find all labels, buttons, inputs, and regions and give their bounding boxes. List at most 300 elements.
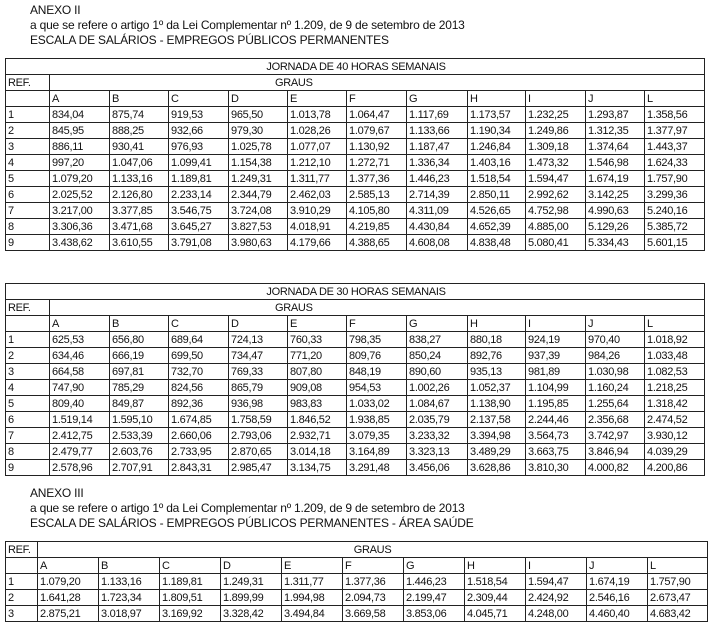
salary-cell: 732,70 xyxy=(169,364,229,380)
salary-cell: 5.240,16 xyxy=(645,203,705,219)
table-row xyxy=(6,235,705,251)
grade-header: C xyxy=(160,558,221,574)
ref-cell: 8 xyxy=(6,444,50,460)
salary-cell: 970,40 xyxy=(586,332,645,348)
ref-cell: 9 xyxy=(6,235,50,251)
salary-cell: 2.199,47 xyxy=(404,590,465,606)
grade-header: E xyxy=(282,558,343,574)
grade-header: C xyxy=(169,91,229,107)
salary-cell: 4.179,66 xyxy=(288,235,347,251)
grade-header: L xyxy=(645,91,705,107)
ref-cell: 3 xyxy=(6,606,38,622)
salary-cell: 892,76 xyxy=(468,348,526,364)
salary-cell: 1.757,90 xyxy=(648,574,708,590)
salary-cell: 5.129,26 xyxy=(586,219,645,235)
salary-cell: 4.460,40 xyxy=(587,606,648,622)
grade-header: B xyxy=(110,91,169,107)
salary-cell: 2.843,31 xyxy=(169,460,229,476)
salary-cell: 3.233,32 xyxy=(407,428,468,444)
salary-cell: 4.248,00 xyxy=(526,606,587,622)
salary-cell: 2.932,71 xyxy=(288,428,347,444)
ref-cell: 3 xyxy=(6,364,50,380)
grade-header: G xyxy=(404,558,465,574)
salary-cell: 983,83 xyxy=(288,396,347,412)
salary-cell: 1.033,48 xyxy=(645,348,705,364)
salary-cell: 5.601,15 xyxy=(645,235,705,251)
salary-cell: 3.394,98 xyxy=(468,428,526,444)
salary-cell: 1.189,81 xyxy=(160,574,221,590)
grade-header: G xyxy=(407,316,468,332)
salary-cell: 3.827,53 xyxy=(229,219,288,235)
salary-cell: 865,79 xyxy=(229,380,288,396)
ref-cell: 1 xyxy=(6,332,50,348)
grade-header: D xyxy=(229,91,288,107)
table-title: JORNADA DE 40 HORAS SEMANAIS xyxy=(6,59,705,75)
salary-cell: 5.334,43 xyxy=(586,235,645,251)
salary-cell: 981,89 xyxy=(526,364,586,380)
salary-cell: 1.994,98 xyxy=(282,590,343,606)
salary-cell: 666,19 xyxy=(110,348,169,364)
salary-cell: 2.025,52 xyxy=(50,187,110,203)
table-row xyxy=(6,460,705,476)
ref-cell: 1 xyxy=(6,574,38,590)
salary-cell: 845,95 xyxy=(50,123,110,139)
salary-cell: 886,11 xyxy=(50,139,110,155)
salary-cell: 4.045,71 xyxy=(465,606,526,622)
salary-cell: 4.526,65 xyxy=(468,203,526,219)
salary-cell: 1.052,37 xyxy=(468,380,526,396)
anexo3-scale: ESCALA DE SALÁRIOS - EMPREGOS PÚBLICOS PERMANENTES - ÁREA SAÚDE xyxy=(30,516,474,530)
ref-cell: 5 xyxy=(6,171,50,187)
salary-cell: 824,56 xyxy=(169,380,229,396)
ref-cell: 8 xyxy=(6,219,50,235)
grade-letters-row xyxy=(6,316,705,332)
salary-cell: 1.030,98 xyxy=(586,364,645,380)
anexo3-title: ANEXO III xyxy=(30,486,84,500)
salary-cell: 2.707,91 xyxy=(110,460,169,476)
salary-cell: 1.311,77 xyxy=(282,574,343,590)
anexo3-header xyxy=(30,486,474,531)
salary-cell: 1.064,47 xyxy=(347,107,407,123)
salary-cell: 2.578,96 xyxy=(50,460,110,476)
salary-cell: 1.249,86 xyxy=(526,123,586,139)
salary-cell: 932,66 xyxy=(169,123,229,139)
salary-cell: 4.752,98 xyxy=(526,203,586,219)
salary-cell: 3.134,75 xyxy=(288,460,347,476)
table-row xyxy=(6,155,705,171)
empty-cell xyxy=(6,316,50,332)
salary-cell: 1.473,32 xyxy=(526,155,586,171)
salary-cell: 1.079,20 xyxy=(50,171,110,187)
salary-cell: 785,29 xyxy=(110,380,169,396)
salary-cell: 1.809,51 xyxy=(160,590,221,606)
salary-cell: 1.624,33 xyxy=(645,155,705,171)
salary-cell: 1.519,14 xyxy=(50,412,110,428)
anexo3-subtitle: a que se refere o artigo 1º da Lei Complementar nº 1.209, de 9 de setembro de 2013 xyxy=(30,501,465,515)
ref-cell: 6 xyxy=(6,412,50,428)
grade-header: E xyxy=(288,91,347,107)
salary-cell: 1.246,84 xyxy=(468,139,526,155)
ref-cell: 4 xyxy=(6,380,50,396)
grade-header: D xyxy=(221,558,282,574)
header-row xyxy=(6,300,705,316)
table-row xyxy=(6,348,705,364)
salary-cell: 809,76 xyxy=(347,348,407,364)
salary-cell: 976,93 xyxy=(169,139,229,155)
salary-cell: 4.105,80 xyxy=(347,203,407,219)
salary-cell: 2.714,39 xyxy=(407,187,468,203)
graus-header: GRAUS xyxy=(50,300,705,316)
salary-cell: 3.724,08 xyxy=(229,203,288,219)
salary-cell: 1.594,47 xyxy=(526,171,586,187)
salary-cell: 2.992,62 xyxy=(526,187,586,203)
salary-cell: 848,19 xyxy=(347,364,407,380)
salary-cell: 1.133,66 xyxy=(407,123,468,139)
salary-cell: 689,64 xyxy=(169,332,229,348)
salary-cell: 4.200,86 xyxy=(645,460,705,476)
table-row xyxy=(6,171,705,187)
table-row xyxy=(6,219,705,235)
salary-cell: 2.546,16 xyxy=(587,590,648,606)
salary-cell: 954,53 xyxy=(347,380,407,396)
grade-letters-row xyxy=(6,91,705,107)
grade-header: H xyxy=(468,316,526,332)
salary-cell: 3.291,48 xyxy=(347,460,407,476)
salary-cell: 1.084,67 xyxy=(407,396,468,412)
salary-cell: 3.810,30 xyxy=(526,460,586,476)
salary-cell: 734,47 xyxy=(229,348,288,364)
salary-cell: 3.456,06 xyxy=(407,460,468,476)
grade-header: C xyxy=(169,316,229,332)
salary-cell: 2.412,75 xyxy=(50,428,110,444)
salary-cell: 2.137,58 xyxy=(468,412,526,428)
salary-cell: 1.377,97 xyxy=(645,123,705,139)
salary-cell: 3.164,89 xyxy=(347,444,407,460)
table-row xyxy=(6,590,708,606)
salary-cell: 1.133,16 xyxy=(99,574,160,590)
ref-cell: 4 xyxy=(6,155,50,171)
salary-cell: 1.189,81 xyxy=(169,171,229,187)
salary-cell: 4.652,39 xyxy=(468,219,526,235)
salary-cell: 3.014,18 xyxy=(288,444,347,460)
salary-cell: 3.217,00 xyxy=(50,203,110,219)
salary-cell: 1.212,10 xyxy=(288,155,347,171)
salary-cell: 1.232,25 xyxy=(526,107,586,123)
salary-cell: 834,04 xyxy=(50,107,110,123)
salary-cell: 1.249,31 xyxy=(229,171,288,187)
salary-cell: 798,35 xyxy=(347,332,407,348)
table-title-row xyxy=(6,284,705,300)
salary-cell: 809,40 xyxy=(50,396,110,412)
salary-cell: 2.479,77 xyxy=(50,444,110,460)
salary-cell: 838,27 xyxy=(407,332,468,348)
salary-cell: 909,08 xyxy=(288,380,347,396)
salary-cell: 5.080,41 xyxy=(526,235,586,251)
salary-cell: 1.249,31 xyxy=(221,574,282,590)
salary-cell: 849,87 xyxy=(110,396,169,412)
salary-cell: 3.930,12 xyxy=(645,428,705,444)
salary-cell: 4.000,82 xyxy=(586,460,645,476)
salary-cell: 1.674,85 xyxy=(169,412,229,428)
salary-cell: 3.846,94 xyxy=(586,444,645,460)
grade-header: B xyxy=(110,316,169,332)
ref-cell: 3 xyxy=(6,139,50,155)
salary-cell: 890,60 xyxy=(407,364,468,380)
salary-cell: 850,24 xyxy=(407,348,468,364)
grade-header: D xyxy=(229,316,288,332)
salary-cell: 760,33 xyxy=(288,332,347,348)
grade-letters-row xyxy=(6,558,708,574)
salary-cell: 724,13 xyxy=(229,332,288,348)
salary-cell: 1.104,99 xyxy=(526,380,586,396)
salary-cell: 3.742,97 xyxy=(586,428,645,444)
salary-cell: 4.430,84 xyxy=(407,219,468,235)
salary-cell: 3.645,27 xyxy=(169,219,229,235)
salary-cell: 697,81 xyxy=(110,364,169,380)
salary-cell: 937,39 xyxy=(526,348,586,364)
grade-header: J xyxy=(587,558,648,574)
salary-cell: 1.546,98 xyxy=(586,155,645,171)
salary-cell: 2.344,79 xyxy=(229,187,288,203)
salary-cell: 1.117,69 xyxy=(407,107,468,123)
salary-cell: 1.025,78 xyxy=(229,139,288,155)
salary-cell: 2.094,73 xyxy=(343,590,404,606)
salary-cell: 5.385,72 xyxy=(645,219,705,235)
anexo2-title: ANEXO II xyxy=(30,3,81,17)
salary-cell: 1.641,28 xyxy=(38,590,99,606)
salary-cell: 1.195,85 xyxy=(526,396,586,412)
salary-cell: 1.018,92 xyxy=(645,332,705,348)
salary-cell: 1.899,99 xyxy=(221,590,282,606)
salary-cell: 1.309,18 xyxy=(526,139,586,155)
salary-cell: 1.190,34 xyxy=(468,123,526,139)
table-row xyxy=(6,444,705,460)
salary-cell: 1.312,35 xyxy=(586,123,645,139)
salary-cell: 3.377,85 xyxy=(110,203,169,219)
salary-cell: 1.358,56 xyxy=(645,107,705,123)
salary-cell: 1.336,34 xyxy=(407,155,468,171)
salary-cell: 2.424,92 xyxy=(526,590,587,606)
table-row xyxy=(6,380,705,396)
grade-header: J xyxy=(586,91,645,107)
table-row xyxy=(6,396,705,412)
grade-header: G xyxy=(407,91,468,107)
salary-cell: 2.673,47 xyxy=(648,590,708,606)
salary-cell: 699,50 xyxy=(169,348,229,364)
grade-header: A xyxy=(50,91,110,107)
grade-header: A xyxy=(50,316,110,332)
salary-cell: 1.318,42 xyxy=(645,396,705,412)
grade-header: F xyxy=(347,316,407,332)
salary-cell: 2.793,06 xyxy=(229,428,288,444)
empty-cell xyxy=(6,91,50,107)
salary-cell: 1.272,71 xyxy=(347,155,407,171)
salary-cell: 936,98 xyxy=(229,396,288,412)
salary-cell: 1.595,10 xyxy=(110,412,169,428)
salary-cell: 3.980,63 xyxy=(229,235,288,251)
salary-cell: 3.494,84 xyxy=(282,606,343,622)
table-row xyxy=(6,203,705,219)
salary-cell: 3.669,58 xyxy=(343,606,404,622)
salary-cell: 3.564,73 xyxy=(526,428,586,444)
salary-cell: 888,25 xyxy=(110,123,169,139)
header-row xyxy=(6,75,705,91)
salary-cell: 2.462,03 xyxy=(288,187,347,203)
salary-cell: 3.306,36 xyxy=(50,219,110,235)
salary-cell: 634,46 xyxy=(50,348,110,364)
table-row xyxy=(6,107,705,123)
salary-cell: 1.757,90 xyxy=(645,171,705,187)
grade-header: I xyxy=(526,316,586,332)
grade-header: I xyxy=(526,91,586,107)
salary-cell: 1.047,06 xyxy=(110,155,169,171)
ref-cell: 2 xyxy=(6,590,38,606)
salary-cell: 4.388,65 xyxy=(347,235,407,251)
salary-cell: 769,33 xyxy=(229,364,288,380)
table-row xyxy=(6,606,708,622)
salary-cell: 1.443,37 xyxy=(645,139,705,155)
grade-header: A xyxy=(38,558,99,574)
salary-cell: 1.218,25 xyxy=(645,380,705,396)
salary-cell: 892,36 xyxy=(169,396,229,412)
salary-cell: 1.377,36 xyxy=(347,171,407,187)
table-row xyxy=(6,364,705,380)
salary-cell: 2.985,47 xyxy=(229,460,288,476)
salary-cell: 2.870,65 xyxy=(229,444,288,460)
salary-cell: 1.187,47 xyxy=(407,139,468,155)
salary-cell: 4.885,00 xyxy=(526,219,586,235)
salary-cell: 3.910,29 xyxy=(288,203,347,219)
table-40-hours xyxy=(5,58,705,251)
anexo2-header xyxy=(30,3,465,48)
salary-cell: 1.154,38 xyxy=(229,155,288,171)
table-row xyxy=(6,574,708,590)
salary-cell: 3.169,92 xyxy=(160,606,221,622)
salary-cell: 1.082,53 xyxy=(645,364,705,380)
header-row xyxy=(6,542,708,558)
salary-cell: 1.374,64 xyxy=(586,139,645,155)
salary-cell: 4.683,42 xyxy=(648,606,708,622)
empty-cell xyxy=(6,558,38,574)
salary-cell: 3.323,13 xyxy=(407,444,468,460)
table-row xyxy=(6,139,705,155)
salary-cell: 1.130,92 xyxy=(347,139,407,155)
salary-cell: 1.002,26 xyxy=(407,380,468,396)
salary-cell: 2.533,39 xyxy=(110,428,169,444)
table-row xyxy=(6,412,705,428)
salary-cell: 3.853,06 xyxy=(404,606,465,622)
ref-cell: 2 xyxy=(6,348,50,364)
table-row xyxy=(6,332,705,348)
salary-cell: 924,19 xyxy=(526,332,586,348)
salary-cell: 930,41 xyxy=(110,139,169,155)
salary-cell: 1.099,41 xyxy=(169,155,229,171)
salary-cell: 1.938,85 xyxy=(347,412,407,428)
salary-cell: 1.674,19 xyxy=(587,574,648,590)
salary-cell: 3.628,86 xyxy=(468,460,526,476)
anexo2-scale: ESCALA DE SALÁRIOS - EMPREGOS PÚBLICOS PERMANENTES xyxy=(30,33,389,47)
salary-cell: 1.311,77 xyxy=(288,171,347,187)
ref-cell: 7 xyxy=(6,428,50,444)
ref-cell: 7 xyxy=(6,203,50,219)
grade-header: H xyxy=(465,558,526,574)
salary-cell: 2.660,06 xyxy=(169,428,229,444)
graus-header: GRAUS xyxy=(50,75,705,91)
salary-cell: 1.133,16 xyxy=(110,171,169,187)
salary-cell: 2.875,21 xyxy=(38,606,99,622)
salary-cell: 979,30 xyxy=(229,123,288,139)
ref-cell: 5 xyxy=(6,396,50,412)
salary-cell: 1.846,52 xyxy=(288,412,347,428)
salary-cell: 625,53 xyxy=(50,332,110,348)
grade-header: F xyxy=(347,91,407,107)
salary-cell: 2.733,95 xyxy=(169,444,229,460)
grade-header: B xyxy=(99,558,160,574)
table-area-saude xyxy=(5,541,708,622)
salary-cell: 1.518,54 xyxy=(465,574,526,590)
salary-cell: 3.791,08 xyxy=(169,235,229,251)
table-row xyxy=(6,187,705,203)
salary-cell: 1.377,36 xyxy=(343,574,404,590)
salary-cell: 4.219,85 xyxy=(347,219,407,235)
salary-cell: 3.489,29 xyxy=(468,444,526,460)
salary-cell: 3.142,25 xyxy=(586,187,645,203)
salary-cell: 1.013,78 xyxy=(288,107,347,123)
salary-cell: 4.018,91 xyxy=(288,219,347,235)
salary-cell: 3.663,75 xyxy=(526,444,586,460)
salary-cell: 3.018,97 xyxy=(99,606,160,622)
ref-header: REF. xyxy=(6,542,38,558)
salary-cell: 747,90 xyxy=(50,380,110,396)
salary-cell: 984,26 xyxy=(586,348,645,364)
salary-cell: 4.311,09 xyxy=(407,203,468,219)
salary-cell: 2.309,44 xyxy=(465,590,526,606)
salary-cell: 3.471,68 xyxy=(110,219,169,235)
salary-cell: 997,20 xyxy=(50,155,110,171)
salary-cell: 1.028,26 xyxy=(288,123,347,139)
ref-cell: 9 xyxy=(6,460,50,476)
salary-cell: 4.608,08 xyxy=(407,235,468,251)
salary-cell: 3.079,35 xyxy=(347,428,407,444)
table-title: JORNADA DE 30 HORAS SEMANAIS xyxy=(6,284,705,300)
salary-cell: 1.079,20 xyxy=(38,574,99,590)
ref-cell: 2 xyxy=(6,123,50,139)
salary-cell: 875,74 xyxy=(110,107,169,123)
salary-cell: 935,13 xyxy=(468,364,526,380)
salary-cell: 1.403,16 xyxy=(468,155,526,171)
grade-header: I xyxy=(526,558,587,574)
grade-header: H xyxy=(468,91,526,107)
salary-cell: 771,20 xyxy=(288,348,347,364)
grade-header: J xyxy=(586,316,645,332)
salary-cell: 965,50 xyxy=(229,107,288,123)
salary-cell: 880,18 xyxy=(468,332,526,348)
salary-cell: 1.079,67 xyxy=(347,123,407,139)
table-row xyxy=(6,123,705,139)
salary-cell: 4.039,29 xyxy=(645,444,705,460)
salary-cell: 1.293,87 xyxy=(586,107,645,123)
salary-cell: 3.438,62 xyxy=(50,235,110,251)
ref-cell: 6 xyxy=(6,187,50,203)
salary-cell: 2.244,46 xyxy=(526,412,586,428)
salary-cell: 1.173,57 xyxy=(468,107,526,123)
table-30-hours xyxy=(5,283,705,476)
salary-cell: 2.603,76 xyxy=(110,444,169,460)
table-row xyxy=(6,428,705,444)
salary-cell: 1.255,64 xyxy=(586,396,645,412)
table-title-row xyxy=(6,59,705,75)
grade-header: F xyxy=(343,558,404,574)
